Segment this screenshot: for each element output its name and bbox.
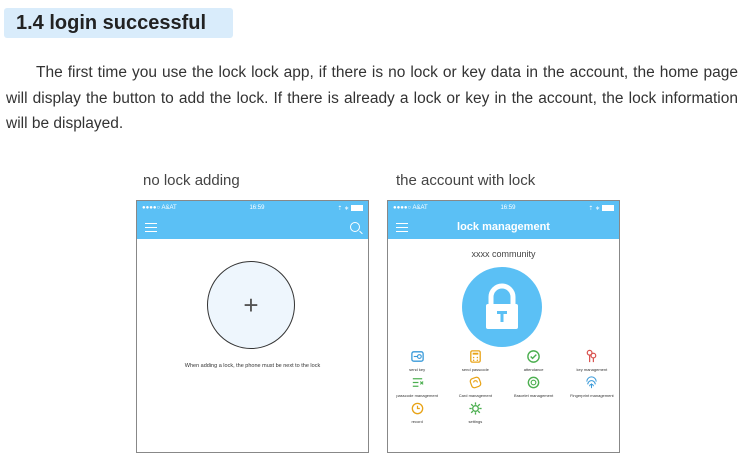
feature-label: attendance <box>523 367 544 372</box>
card-icon <box>468 375 483 390</box>
nav-bar <box>137 215 368 239</box>
status-right: ⇡ ∗ <box>588 205 614 212</box>
community-name: xxxx community <box>471 249 536 259</box>
clock-icon <box>410 401 425 416</box>
feature-label: Bracelet management <box>514 393 554 398</box>
feature-label: Card management <box>458 393 492 398</box>
feature-label: key management <box>576 367 608 372</box>
search-icon[interactable] <box>350 222 360 232</box>
settings-button[interactable] <box>446 401 504 427</box>
key-management-button[interactable] <box>563 349 620 375</box>
phone-with-lock <box>387 200 620 453</box>
menu-icon[interactable] <box>145 223 157 232</box>
passcode-management-button[interactable] <box>388 375 446 401</box>
attendance-button[interactable] <box>505 349 563 375</box>
send-key-button[interactable] <box>388 349 446 375</box>
battery-icon <box>602 205 614 211</box>
carrier: ●●●●○ A&AT <box>142 205 177 211</box>
feature-label: send key <box>409 367 426 372</box>
battery-icon <box>351 205 363 211</box>
feature-label: settings <box>468 419 483 424</box>
caption-with-lock: the account with lock <box>396 172 536 189</box>
feature-grid <box>388 349 620 427</box>
check-circle-icon <box>526 349 541 364</box>
card-management-button[interactable] <box>446 375 504 401</box>
caption-no-lock: no lock adding <box>143 172 240 189</box>
fingerprint-icon <box>584 375 599 390</box>
record-button[interactable] <box>388 401 446 427</box>
status-bar <box>137 201 368 215</box>
lock-button[interactable] <box>462 267 542 347</box>
bracelet-icon <box>526 375 541 390</box>
time: 16:59 <box>249 205 265 211</box>
add-lock-hint: When adding a lock, the phone must be next to the lock <box>184 363 321 369</box>
list-icon <box>410 375 425 390</box>
add-lock-button[interactable] <box>207 261 295 349</box>
feature-label: record <box>411 419 423 424</box>
key-icon <box>410 349 425 364</box>
feature-label: Fingerprint management <box>570 393 614 398</box>
status-bar <box>388 201 619 215</box>
nav-bar <box>388 215 619 239</box>
time: 16:59 <box>500 205 516 211</box>
fingerprint-management-button[interactable] <box>563 375 620 401</box>
intro-paragraph: The first time you use the lock lock app, if there is no lock or key data in the account, the home page will display the button to add the lock. If there is already a lock or key in the account, the lock information will be displayed. <box>6 64 738 132</box>
bracelet-management-button[interactable] <box>505 375 563 401</box>
plus-icon: + <box>243 289 259 320</box>
section-title: 1.4 login successful <box>4 8 233 38</box>
feature-label: send passcode <box>461 367 489 372</box>
gear-icon <box>468 401 483 416</box>
send-passcode-button[interactable] <box>446 349 504 375</box>
keypad-icon <box>468 349 483 364</box>
lock-icon <box>462 267 542 347</box>
carrier: ●●●●○ A&AT <box>393 205 428 211</box>
status-right: ⇡ ∗ <box>337 205 363 212</box>
keys-icon <box>584 349 599 364</box>
page-title: lock management <box>457 221 550 233</box>
feature-label: passcode management <box>396 393 438 398</box>
phone-no-lock <box>136 200 369 453</box>
